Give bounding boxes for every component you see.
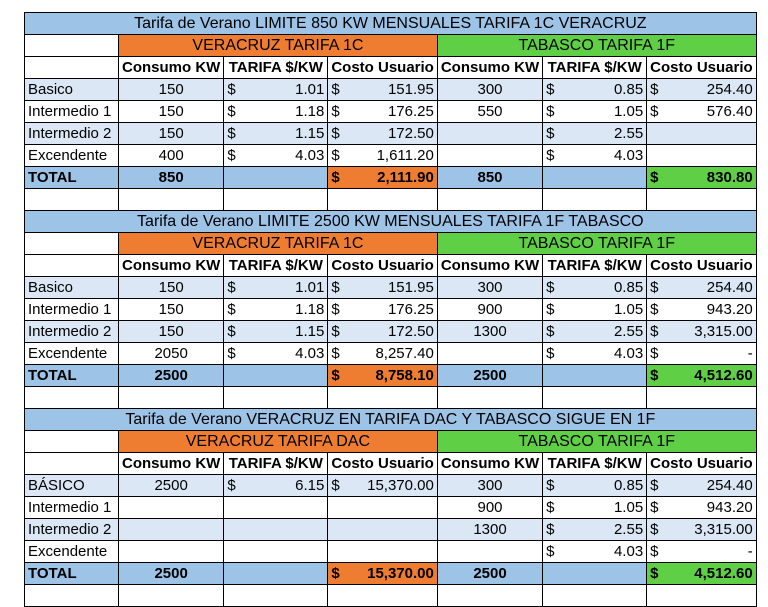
currency-symbol: $ [227, 278, 236, 296]
currency-symbol: $ [546, 344, 555, 362]
tabasco-costo [647, 497, 757, 519]
table-row [25, 101, 757, 123]
empty-cell [25, 189, 119, 211]
tabasco-total-costo [647, 167, 757, 189]
total-label: TOTAL [25, 167, 119, 189]
veracruz-costo [328, 541, 438, 563]
tabasco-tarifa [543, 519, 647, 541]
tabasco-tarifa [543, 145, 647, 167]
veracruz-consumo: 150 [119, 321, 224, 343]
currency-symbol: $ [546, 146, 555, 164]
column-header: Consumo KW [119, 57, 224, 79]
tabasco-tarifa [543, 123, 647, 145]
tabasco-tarifa [543, 343, 647, 365]
amount-value: 0.85 [613, 80, 644, 98]
veracruz-tarifa [224, 519, 328, 541]
amount-value: 1,611.20 [376, 146, 434, 164]
amount-value: 4,512.60 [694, 366, 753, 384]
currency-symbol: $ [227, 300, 236, 318]
empty-cell [437, 387, 542, 409]
row-label: BÁSICO [25, 475, 119, 497]
veracruz-consumo: 150 [119, 277, 224, 299]
tabasco-total-costo [647, 563, 757, 585]
row-label: Intermedio 2 [25, 123, 119, 145]
veracruz-consumo: 2050 [119, 343, 224, 365]
veracruz-costo [328, 343, 438, 365]
column-header: TARIFA $/KW [543, 255, 647, 277]
total-row [25, 167, 757, 189]
empty-cell [647, 189, 757, 211]
currency-symbol: $ [227, 322, 236, 340]
veracruz-consumo: 150 [119, 299, 224, 321]
section-title: Tarifa de Verano LIMITE 2500 KW MENSUALES TARIFA 1F TABASCO [25, 211, 757, 233]
amount-value: 1.18 [295, 300, 325, 318]
column-header: TARIFA $/KW [543, 453, 647, 475]
amount-value: 151.95 [387, 80, 434, 98]
amount-value: 1.05 [613, 102, 644, 120]
amount-value: 943.20 [706, 300, 753, 318]
currency-symbol: $ [227, 80, 236, 98]
empty-cell [119, 585, 224, 607]
table-row [25, 541, 757, 563]
amount-value: 4.03 [613, 344, 644, 362]
tabasco-consumo: 300 [437, 277, 542, 299]
amount-value: 172.50 [387, 322, 434, 340]
tabasco-costo [647, 321, 757, 343]
empty-cell [437, 585, 542, 607]
amount-value: 830.80 [706, 168, 753, 186]
currency-symbol: $ [650, 344, 659, 362]
empty-cell [437, 189, 542, 211]
empty-cell [25, 233, 119, 255]
table-row [25, 475, 757, 497]
empty-cell [25, 255, 119, 277]
currency-symbol: $ [650, 520, 659, 538]
amount-value: 1.05 [613, 300, 644, 318]
veracruz-tarifa [224, 321, 328, 343]
empty-cell [224, 585, 328, 607]
tabasco-costo [647, 299, 757, 321]
empty-cell [647, 387, 757, 409]
row-label: Intermedio 1 [25, 101, 119, 123]
section-spacer [25, 387, 757, 409]
empty-cell [543, 563, 647, 585]
empty-cell [647, 585, 757, 607]
currency-symbol: $ [546, 300, 555, 318]
group-header-row [25, 35, 757, 57]
amount-value: 3,315.00 [694, 322, 753, 340]
tabasco-group-header: TABASCO TARIFA 1F [437, 431, 756, 453]
table-row [25, 79, 757, 101]
row-label: Excendente [25, 541, 119, 563]
currency-symbol: $ [650, 542, 659, 560]
tabasco-consumo: 900 [437, 497, 542, 519]
veracruz-consumo [119, 497, 224, 519]
amount-value: 0.85 [613, 476, 644, 494]
empty-cell [25, 387, 119, 409]
amount-value: 0.85 [613, 278, 644, 296]
veracruz-tarifa [224, 475, 328, 497]
amount-value: 2.55 [613, 520, 644, 538]
empty-cell [328, 585, 438, 607]
currency-symbol: $ [650, 564, 659, 582]
tabasco-tarifa [543, 299, 647, 321]
tabasco-total-consumo: 850 [437, 167, 542, 189]
column-header: Costo Usuario [328, 57, 438, 79]
column-header: Costo Usuario [647, 255, 757, 277]
amount-value: 8,257.40 [375, 344, 434, 362]
currency-symbol: $ [331, 168, 340, 186]
veracruz-total-consumo: 850 [119, 167, 224, 189]
total-label: TOTAL [25, 365, 119, 387]
veracruz-consumo: 2500 [119, 475, 224, 497]
tabasco-costo [647, 519, 757, 541]
amount-value: 254.40 [706, 80, 753, 98]
veracruz-costo [328, 101, 438, 123]
section-title-row [25, 13, 757, 35]
currency-symbol: $ [546, 498, 555, 516]
currency-symbol: $ [227, 344, 236, 362]
tabasco-tarifa [543, 321, 647, 343]
veracruz-costo [328, 519, 438, 541]
amount-value: 1.01 [295, 80, 325, 98]
tabasco-consumo: 900 [437, 299, 542, 321]
amount-value: 3,315.00 [694, 520, 753, 538]
tabasco-costo [647, 541, 757, 563]
empty-cell [543, 167, 647, 189]
row-label: Intermedio 2 [25, 519, 119, 541]
currency-symbol: $ [650, 476, 659, 494]
tabasco-consumo [437, 123, 542, 145]
empty-cell [224, 365, 328, 387]
veracruz-total-costo [328, 365, 438, 387]
amount-value: 176.25 [387, 102, 434, 120]
veracruz-consumo [119, 519, 224, 541]
currency-symbol: $ [331, 322, 340, 340]
tabasco-tarifa [543, 497, 647, 519]
amount-value: 1.05 [613, 498, 644, 516]
empty-cell [25, 453, 119, 475]
amount-value: 4.03 [613, 146, 644, 164]
row-label: Basico [25, 277, 119, 299]
currency-symbol: $ [650, 322, 659, 340]
currency-symbol: $ [331, 476, 340, 494]
currency-symbol: $ [227, 124, 236, 142]
tabasco-tarifa [543, 541, 647, 563]
group-header-row [25, 431, 757, 453]
column-header: Consumo KW [437, 255, 542, 277]
column-header: Costo Usuario [647, 57, 757, 79]
tabasco-group-header: TABASCO TARIFA 1F [437, 35, 756, 57]
currency-symbol: $ [331, 564, 340, 582]
tabasco-consumo: 300 [437, 475, 542, 497]
tabasco-total-consumo: 2500 [437, 365, 542, 387]
veracruz-costo [328, 277, 438, 299]
amount-value: - [747, 344, 753, 362]
veracruz-total-consumo: 2500 [119, 365, 224, 387]
currency-symbol: $ [650, 366, 659, 384]
amount-value: 15,370.00 [367, 476, 434, 494]
empty-cell [224, 563, 328, 585]
column-header: TARIFA $/KW [224, 453, 328, 475]
currency-symbol: $ [227, 102, 236, 120]
tabasco-consumo: 1300 [437, 321, 542, 343]
amount-value: 4.03 [613, 542, 644, 560]
column-header: TARIFA $/KW [224, 255, 328, 277]
row-label: Intermedio 1 [25, 299, 119, 321]
amount-value: 8,758.10 [375, 366, 434, 384]
row-label: Excendente [25, 145, 119, 167]
empty-cell [328, 387, 438, 409]
currency-symbol: $ [227, 476, 236, 494]
empty-cell [224, 189, 328, 211]
column-header: Consumo KW [437, 57, 542, 79]
currency-symbol: $ [650, 300, 659, 318]
currency-symbol: $ [650, 498, 659, 516]
currency-symbol: $ [650, 168, 659, 186]
column-header: Costo Usuario [328, 255, 438, 277]
veracruz-tarifa [224, 343, 328, 365]
amount-value: - [747, 542, 753, 560]
amount-value: 15,370.00 [367, 564, 434, 582]
amount-value: 4.03 [295, 344, 325, 362]
column-header-row [25, 453, 757, 475]
tabasco-consumo: 300 [437, 79, 542, 101]
tabasco-consumo: 1300 [437, 519, 542, 541]
empty-cell [543, 189, 647, 211]
amount-value: 2.55 [613, 124, 644, 142]
currency-symbol: $ [546, 102, 555, 120]
veracruz-costo [328, 299, 438, 321]
table-row [25, 519, 757, 541]
tabasco-costo [647, 343, 757, 365]
tabasco-consumo [437, 343, 542, 365]
tabasco-costo [647, 475, 757, 497]
empty-cell [25, 35, 119, 57]
veracruz-tarifa [224, 123, 328, 145]
table-row [25, 343, 757, 365]
veracruz-tarifa [224, 79, 328, 101]
section-title-row [25, 211, 757, 233]
currency-symbol: $ [227, 146, 236, 164]
veracruz-consumo: 150 [119, 123, 224, 145]
currency-symbol: $ [546, 476, 555, 494]
currency-symbol: $ [331, 124, 340, 142]
veracruz-group-header: VERACRUZ TARIFA 1C [119, 35, 438, 57]
total-label: TOTAL [25, 563, 119, 585]
table-row [25, 277, 757, 299]
empty-cell [25, 585, 119, 607]
amount-value: 2,111.90 [377, 168, 434, 186]
currency-symbol: $ [331, 102, 340, 120]
column-header: Costo Usuario [647, 453, 757, 475]
veracruz-tarifa [224, 299, 328, 321]
tabasco-tarifa [543, 101, 647, 123]
amount-value: 172.50 [387, 124, 434, 142]
currency-symbol: $ [331, 300, 340, 318]
amount-value: 4.03 [295, 146, 325, 164]
amount-value: 254.40 [706, 278, 753, 296]
currency-symbol: $ [546, 520, 555, 538]
table-row [25, 145, 757, 167]
currency-symbol: $ [650, 102, 659, 120]
amount-value: 176.25 [387, 300, 434, 318]
veracruz-consumo: 150 [119, 79, 224, 101]
veracruz-costo [328, 145, 438, 167]
section-title-row [25, 409, 757, 431]
column-header: Consumo KW [119, 255, 224, 277]
total-row [25, 563, 757, 585]
veracruz-costo [328, 497, 438, 519]
currency-symbol: $ [650, 80, 659, 98]
column-header-row [25, 57, 757, 79]
table-row [25, 123, 757, 145]
section-spacer [25, 189, 757, 211]
tabasco-tarifa [543, 79, 647, 101]
amount-value: 1.15 [295, 124, 325, 142]
amount-value: 2.55 [613, 322, 644, 340]
tabasco-costo [647, 145, 757, 167]
amount-value: 576.40 [706, 102, 753, 120]
currency-symbol: $ [331, 344, 340, 362]
tabasco-consumo [437, 145, 542, 167]
tabasco-tarifa [543, 475, 647, 497]
column-header-row [25, 255, 757, 277]
veracruz-tarifa [224, 145, 328, 167]
amount-value: 1.01 [295, 278, 325, 296]
row-label: Excendente [25, 343, 119, 365]
currency-symbol: $ [650, 278, 659, 296]
total-row [25, 365, 757, 387]
veracruz-tarifa [224, 277, 328, 299]
column-header: Costo Usuario [328, 453, 438, 475]
currency-symbol: $ [331, 366, 340, 384]
currency-symbol: $ [331, 146, 340, 164]
veracruz-total-costo [328, 563, 438, 585]
empty-cell [119, 387, 224, 409]
amount-value: 1.15 [295, 322, 325, 340]
empty-cell [25, 431, 119, 453]
empty-cell [25, 57, 119, 79]
empty-cell [224, 387, 328, 409]
amount-value: 151.95 [387, 278, 434, 296]
tabasco-costo [647, 79, 757, 101]
section-title: Tarifa de Verano LIMITE 850 KW MENSUALES TARIFA 1C VERACRUZ [25, 13, 757, 35]
row-label: Basico [25, 79, 119, 101]
veracruz-consumo: 400 [119, 145, 224, 167]
veracruz-total-consumo: 2500 [119, 563, 224, 585]
section-spacer [25, 585, 757, 607]
tabasco-total-costo [647, 365, 757, 387]
veracruz-costo [328, 321, 438, 343]
currency-symbol: $ [546, 542, 555, 560]
tabasco-costo [647, 277, 757, 299]
column-header: TARIFA $/KW [543, 57, 647, 79]
empty-cell [119, 189, 224, 211]
tabasco-group-header: TABASCO TARIFA 1F [437, 233, 756, 255]
veracruz-consumo: 150 [119, 101, 224, 123]
tabasco-consumo [437, 541, 542, 563]
veracruz-tarifa [224, 497, 328, 519]
veracruz-tarifa [224, 101, 328, 123]
section-title: Tarifa de Verano VERACRUZ EN TARIFA DAC Y TABASCO SIGUE EN 1F [25, 409, 757, 431]
empty-cell [543, 387, 647, 409]
veracruz-tarifa [224, 541, 328, 563]
veracruz-group-header: VERACRUZ TARIFA 1C [119, 233, 438, 255]
row-label: Intermedio 2 [25, 321, 119, 343]
currency-symbol: $ [546, 124, 555, 142]
tabasco-costo [647, 101, 757, 123]
column-header: TARIFA $/KW [224, 57, 328, 79]
currency-symbol: $ [331, 278, 340, 296]
tariff-spreadsheet [24, 12, 757, 607]
currency-symbol: $ [331, 80, 340, 98]
veracruz-costo [328, 79, 438, 101]
currency-symbol: $ [546, 322, 555, 340]
column-header: Consumo KW [119, 453, 224, 475]
table-row [25, 497, 757, 519]
veracruz-consumo [119, 541, 224, 563]
empty-cell [543, 585, 647, 607]
veracruz-total-costo [328, 167, 438, 189]
currency-symbol: $ [546, 278, 555, 296]
row-label: Intermedio 1 [25, 497, 119, 519]
amount-value: 254.40 [706, 476, 753, 494]
amount-value: 943.20 [706, 498, 753, 516]
currency-symbol: $ [546, 80, 555, 98]
empty-cell [543, 365, 647, 387]
veracruz-costo [328, 123, 438, 145]
empty-cell [328, 189, 438, 211]
tabasco-consumo: 550 [437, 101, 542, 123]
empty-cell [224, 167, 328, 189]
table-row [25, 299, 757, 321]
table-row [25, 321, 757, 343]
amount-value: 1.18 [295, 102, 325, 120]
group-header-row [25, 233, 757, 255]
veracruz-costo [328, 475, 438, 497]
column-header: Consumo KW [437, 453, 542, 475]
tabasco-tarifa [543, 277, 647, 299]
amount-value: 4,512.60 [694, 564, 753, 582]
veracruz-group-header: VERACRUZ TARIFA DAC [119, 431, 438, 453]
tabasco-costo [647, 123, 757, 145]
amount-value: 6.15 [295, 476, 325, 494]
tabasco-total-consumo: 2500 [437, 563, 542, 585]
